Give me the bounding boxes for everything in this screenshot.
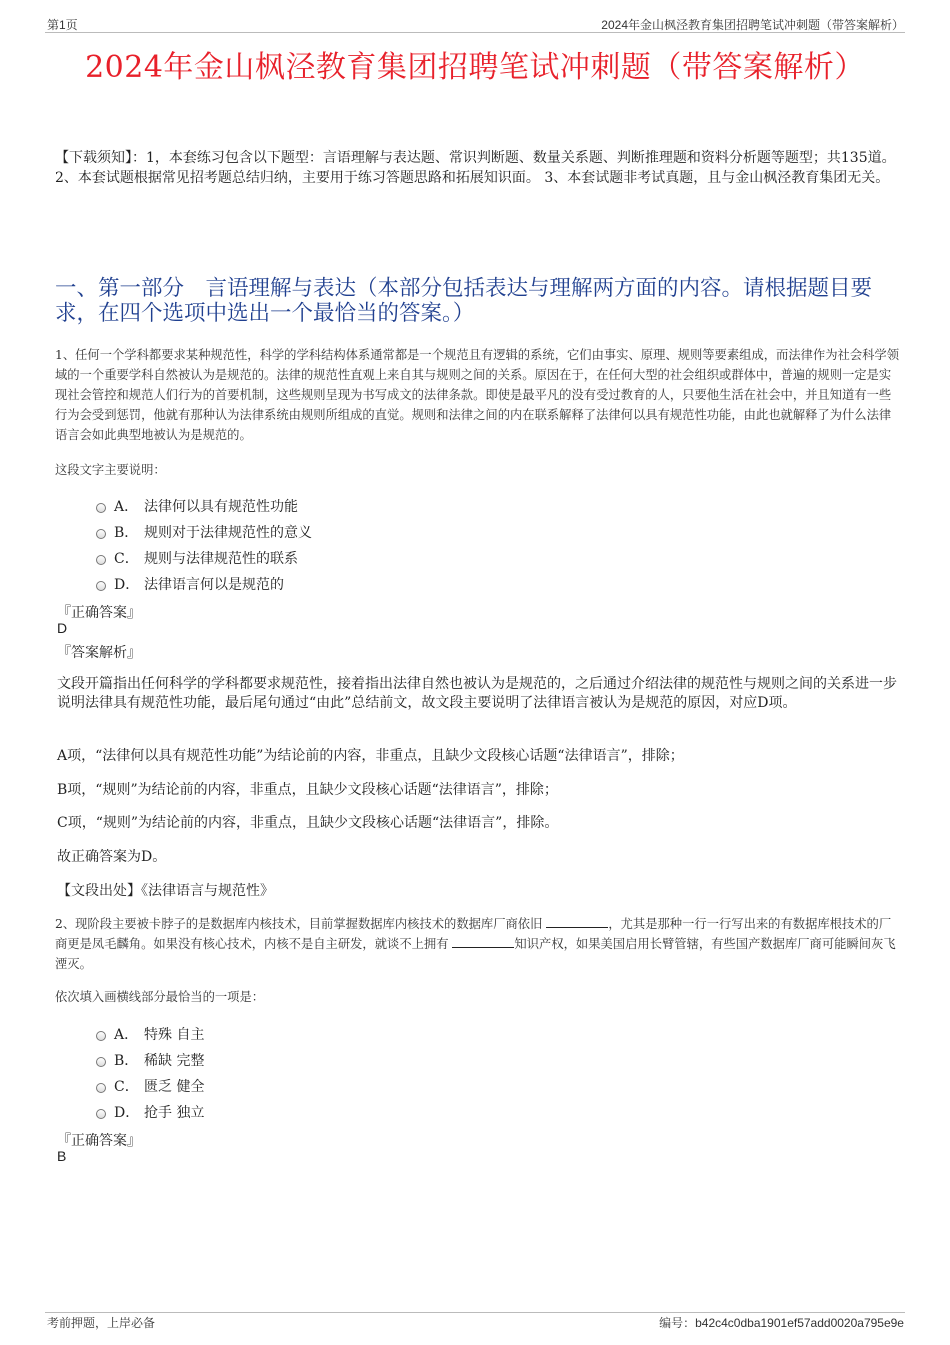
q1-analysis-label: 『答案解析』 bbox=[57, 645, 141, 661]
q1-option-a[interactable]: A． 法律何以具有规范性功能 bbox=[96, 496, 298, 516]
q1-note-a: A项，“法律何以具有规范性功能”为结论前的内容，非重点，且缺少文段核心话题“法律语言”，排除； bbox=[57, 748, 684, 764]
q2-option-b[interactable]: B． 稀缺 完整 bbox=[96, 1050, 204, 1070]
header-doc-title: 2024年金山枫泾教育集团招聘笔试冲刺题（带答案解析） bbox=[601, 18, 904, 32]
header-divider bbox=[45, 32, 905, 33]
q1-option-d[interactable]: D． 法律语言何以是规范的 bbox=[96, 574, 284, 594]
radio-icon[interactable] bbox=[96, 1083, 106, 1093]
q1-answer: D bbox=[57, 620, 68, 636]
fill-blank bbox=[452, 947, 514, 948]
q1-conclusion: 故正确答案为D。 bbox=[57, 849, 167, 865]
q2-prompt: 依次填入画横线部分最恰当的一项是： bbox=[55, 990, 265, 1004]
q1-option-c[interactable]: C． 规则与法律规范性的联系 bbox=[96, 548, 298, 568]
q1-source: 【文段出处】《法律语言与规范性》 bbox=[57, 883, 274, 899]
download-notice: 【下载须知】：1，本套练习包含以下题型：言语理解与表达题、常识判断题、数量关系题、判断推理题和资料分析题等题型；共135道。 2、本套试题根据常见招考题总结归纳，主要用于练习答题思路和拓展知识面。 3、本套试题非考试真题，且与金山枫泾教育集团无关。 bbox=[55, 150, 896, 186]
footer-doc-id: 编号：b42c4c0dba1901ef57add0020a795e9e bbox=[659, 1316, 904, 1330]
q1-prompt: 这段文字主要说明： bbox=[55, 463, 166, 477]
page-title: 2024年金山枫泾教育集团招聘笔试冲刺题（带答案解析） bbox=[85, 50, 865, 85]
page-number: 第1页 bbox=[47, 18, 78, 32]
radio-icon[interactable] bbox=[96, 1031, 106, 1041]
q1-option-b[interactable]: B． 规则对于法律规范性的意义 bbox=[96, 522, 312, 542]
footer-slogan: 考前押题，上岸必备 bbox=[47, 1316, 156, 1330]
radio-icon[interactable] bbox=[96, 1057, 106, 1067]
radio-icon[interactable] bbox=[96, 581, 106, 591]
q1-answer-label: 『正确答案』 bbox=[57, 605, 141, 621]
q1-text: 1、任何一个学科都要求某种规范性，科学的学科结构体系通常都是一个规范且有逻辑的系统，它们由事实、原理、规则等要素组成，而法律作为社会科学领域的一个重要学科自然被认为是规范的。法律的规范性直观上来自其与规则之间的关系。原因在于，在任何大型的社会组织或群体中，普遍的规则一定是实现社会管控和规范人们行为的首要机制，这些规则呈现为书写成文的法律条款。即使是最平凡的没有受过教育的人，只要他生活在社会中，并且知道有一些行为会受到惩罚，他就有那种认为法律系统由规则所组成的直觉。规则和法律之间的内在联系解释了法律何以具有规范性功能，由此也就解释了为什么法律语言会如此典型地被认为是规范的。 bbox=[55, 348, 900, 442]
q1-note-b: B项，“规则”为结论前的内容，非重点，且缺少文段核心话题“法律语言”，排除； bbox=[57, 782, 558, 798]
q1-analysis: 文段开篇指出任何科学的学科都要求规范性，接着指出法律自然也被认为是规范的，之后通过介绍法律的规范性与规则之间的关系进一步说明法律具有规范性功能，最后尾句通过“由此”总结前文，故文段主要说明了法律语言被认为是规范的原因，对应D项。 bbox=[57, 676, 897, 711]
radio-icon[interactable] bbox=[96, 1109, 106, 1119]
q2-text: 2、现阶段主要被卡脖子的是数据库内核技术，目前掌握数据库内核技术的数据库厂商依旧 ，尤其是那种一行一行写出来的有数据库根技术的厂商更是凤毛麟角。如果没有核心技术，内核不是自主研发，就谈不上拥有 知识产权，如果美国启用长臂管辖，有些国产数据库厂商可能瞬间灰飞湮灭。 bbox=[55, 917, 896, 971]
section-heading: 一、第一部分 言语理解与表达（本部分包括表达与理解两方面的内容。请根据题目要求，在四个选项中选出一个最恰当的答案。） bbox=[55, 276, 873, 326]
radio-icon[interactable] bbox=[96, 503, 106, 513]
q2-option-c[interactable]: C． 匮乏 健全 bbox=[96, 1076, 204, 1096]
fill-blank bbox=[546, 927, 608, 928]
footer-divider bbox=[45, 1312, 905, 1313]
radio-icon[interactable] bbox=[96, 555, 106, 565]
q2-answer: B bbox=[57, 1148, 67, 1164]
q1-note-c: C项，“规则”为结论前的内容，非重点，且缺少文段核心话题“法律语言”，排除。 bbox=[57, 815, 559, 831]
radio-icon[interactable] bbox=[96, 529, 106, 539]
q2-option-a[interactable]: A． 特殊 自主 bbox=[96, 1024, 204, 1044]
q2-option-d[interactable]: D． 抢手 独立 bbox=[96, 1102, 204, 1122]
q2-answer-label: 『正确答案』 bbox=[57, 1133, 141, 1149]
